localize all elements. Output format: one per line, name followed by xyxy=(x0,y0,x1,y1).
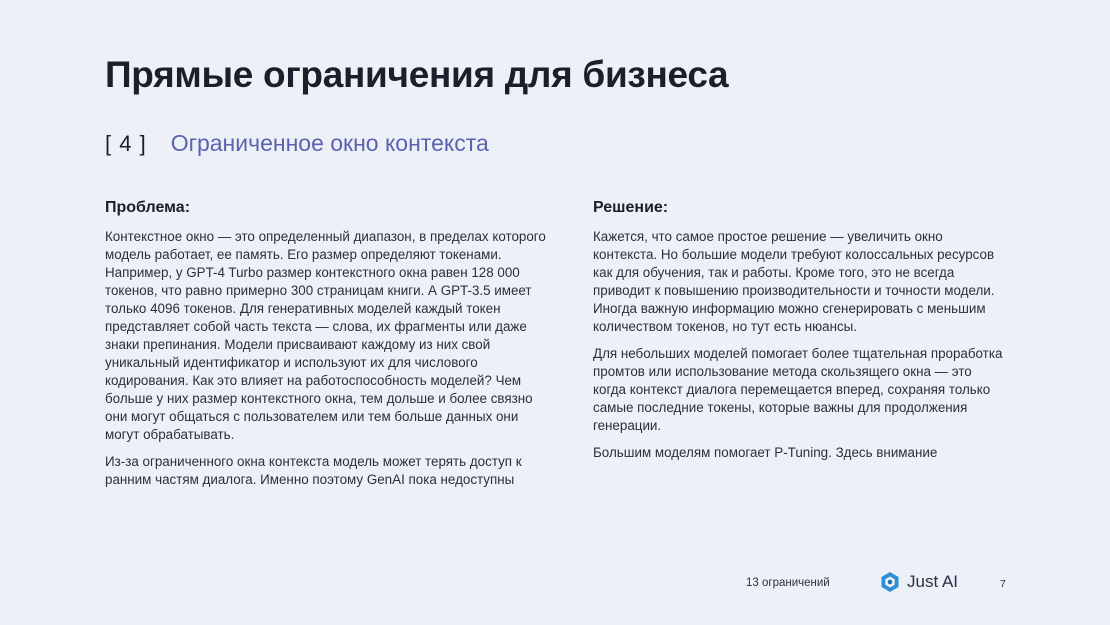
section-number: [ 4 ] xyxy=(105,131,147,156)
problem-column xyxy=(105,199,555,498)
section-title: Ограниченное окно контекста xyxy=(170,130,489,156)
solution-paragraph: Большим моделям помогает P-Tuning. Здесь внимание xyxy=(593,445,938,460)
solution-paragraph: Для небольших моделей помогает более тщательная проработка промтов или использование метода скользящего окна — это когда контекст диалога перемещается вперед, сохраняя только самые последние токены, которые важны для продолжения генерации. xyxy=(593,346,1003,433)
limitations-count: 13 ограничений xyxy=(746,577,830,589)
solution-heading: Решение: xyxy=(593,199,669,216)
problem-heading: Проблема: xyxy=(105,199,191,216)
problem-paragraph: Из-за ограниченного окна контекста модель может терять доступ к ранним частям диалога. Именно поэтому GenAI пока недоступны xyxy=(105,454,522,487)
solution-paragraph: Кажется, что самое простое решение — увеличить окно контекста. Но большие модели требуют колоссальных ресурсов как для обучения, так и работы. Кроме того, это не всегда приводит к повышению производительности и точности модели. Иногда важную информацию можно сгенерировать с меньшим количеством токенов, но тут есть нюансы. xyxy=(593,229,995,334)
section-header xyxy=(105,130,489,157)
slide-title: Прямые ограничения для бизнеса xyxy=(105,54,729,95)
solution-column xyxy=(593,199,1008,471)
page-number: 7 xyxy=(1000,578,1006,590)
logo-text: Just AI xyxy=(907,572,959,591)
problem-paragraph: Контекстное окно — это определенный диапазон, в пределах которого модель работает, ее память. Его размер определяют токенами. Например, у GPT-4 Turbo размер контекстного окна равен 128 000 токенов, что равно примерно 300 страницам книги. А GPT-3.5 имеет только 4096 токенов. Для генеративных моделей каждый токен представляет собой часть текста — слова, их фрагменты или даже знаки препинания. Модели присваивают каждому из них свой уникальный идентификатор и используют их для числового кодирования. Как это влияет на работоспособность моделей? Чем больше у них размер контекстного окна, тем дольше и более связно они могут общаться с пользователем или тем больше данных они могут обрабатывать. xyxy=(105,229,546,442)
just-ai-logo xyxy=(880,571,958,593)
just-ai-hexagon-logo-icon xyxy=(880,571,900,593)
